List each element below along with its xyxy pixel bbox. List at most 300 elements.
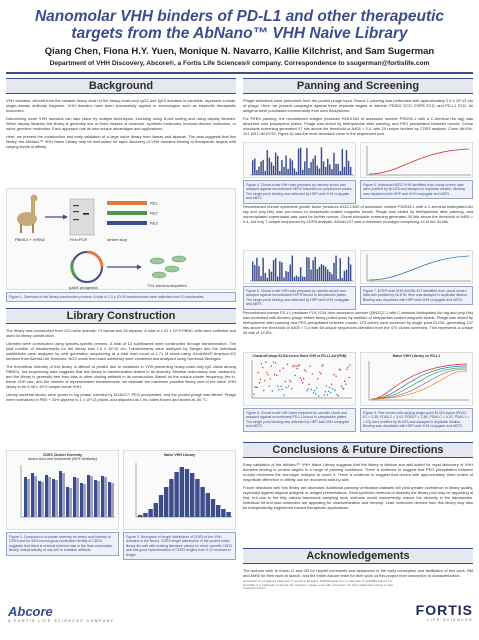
fig3-bar bbox=[195, 479, 199, 517]
fig3-bar bbox=[148, 509, 152, 517]
libcon-para-4: Library bacterial stocks were grown to log phase, infected by M13KO7, PEG precipitated, and the pooled phage was titered. Phage were normalized in PBS + 20% glycerol to 1 x 10^13 pfu/mL and aliquoted as 1 mL tubes frozen and stored at -80 °C. bbox=[6, 392, 236, 402]
screen-bar bbox=[277, 277, 278, 281]
acknowledgements-section bbox=[243, 548, 473, 591]
libcon-para-3: The theoretical diversity of this library is difficult to predict due to variations in VHH-presenting heavy-chain-only IgG ratios among PBMCs, but sequencing data suggests that this library is transformation-limited in its diversity. Minimal redundancy was measured, and the library is generally free from bias or other cloning artifacts in its construction. Based on the unique cluster frequency, the in-frame VHH rate, and the number of representative transformants, we estimate the maximum possible library size of the naïve VHH library to be 6.48 x 10^9 unique clonal VHH. bbox=[6, 364, 236, 389]
screen-bar bbox=[329, 272, 330, 281]
header-divider bbox=[6, 72, 473, 74]
screen-bar bbox=[285, 271, 286, 281]
fig3-bar bbox=[190, 473, 194, 517]
screen-bar bbox=[319, 267, 320, 281]
screen-bar bbox=[304, 277, 305, 281]
fig8-point bbox=[345, 383, 346, 384]
fig8-point bbox=[267, 374, 268, 375]
fig2-bar bbox=[94, 480, 97, 517]
fig8-point bbox=[258, 372, 259, 373]
fig8-title: Clonal-off-shape ELISA screen Naive VHH vs PD-L1-Avi (PDM) bbox=[252, 354, 347, 358]
fig8-point bbox=[276, 375, 277, 376]
fig2-bar bbox=[69, 488, 72, 517]
fig8-point bbox=[309, 365, 310, 366]
figure-7-egfr-dilution bbox=[360, 250, 473, 284]
library-construction-section bbox=[6, 308, 236, 402]
fig8-point bbox=[253, 394, 254, 395]
fig8-point bbox=[301, 379, 302, 380]
figure-7-caption: Figure 7. EGFR lead VHH AbVSb-107 identified from clonal screen data was purified by Ni-NTA, then was assayed in duplicate dilution. Binding was visualized with HRP-anti-VHH conjugate and ABTS. bbox=[360, 286, 473, 305]
background-para-2: Discovering novel VHH domains can take place by multiple techniques, including using B-cell sorting and using display libraries. When display libraries, the library is generally one of three classes of molecule: synthetic molecules, immune-derived molecules, or naïve germline molecules. Each approach has its own unique advantages and applications. bbox=[6, 116, 236, 131]
figure-4-her2-screen bbox=[243, 142, 356, 178]
fig2-bar bbox=[80, 483, 83, 517]
screen-bar bbox=[348, 257, 349, 281]
fig3-bar bbox=[216, 505, 220, 517]
fig8-point bbox=[293, 365, 294, 366]
fig2-bar bbox=[52, 479, 55, 517]
fig8-point bbox=[297, 368, 298, 369]
screen-bar bbox=[310, 270, 311, 281]
fig3-bar bbox=[154, 503, 158, 517]
fig2-bar bbox=[90, 476, 93, 517]
fig8-point bbox=[271, 366, 272, 367]
screen-bar bbox=[262, 160, 263, 175]
fig8-point bbox=[322, 364, 323, 365]
fig8-point bbox=[312, 373, 313, 374]
fig8-point bbox=[335, 376, 336, 377]
screen-bar bbox=[290, 158, 291, 175]
screen-bar bbox=[335, 164, 336, 175]
screen-bar bbox=[317, 166, 318, 175]
acknowledgements-para: The authors wish to thank JJ and DB for helpful comments and assistance in the early conception and facilitation of this work, BM and AMW for their work at launch, and the entire Abcore team for their work on this project from conception to characterization. bbox=[243, 568, 473, 578]
fig2-bar bbox=[41, 482, 44, 517]
fig8-point bbox=[265, 361, 266, 362]
screen-bar bbox=[346, 150, 347, 175]
fig3-bar bbox=[200, 487, 204, 517]
screen-bar bbox=[308, 168, 309, 175]
fig3-bar bbox=[143, 513, 147, 517]
fig8-point bbox=[344, 381, 345, 382]
fig1-label-re2: RE2 bbox=[150, 210, 158, 216]
figure-5-her2-dilution bbox=[360, 142, 473, 178]
abcore-logo bbox=[8, 604, 128, 623]
library-construction-diagram bbox=[7, 189, 237, 291]
fig8-point bbox=[279, 370, 280, 371]
fig8-point bbox=[285, 381, 286, 382]
fig3-bar bbox=[226, 512, 230, 517]
fig8-point bbox=[294, 375, 295, 376]
fig8-point bbox=[327, 394, 328, 395]
screen-bar bbox=[340, 171, 341, 175]
fig2-bar bbox=[34, 476, 37, 517]
fig8-point bbox=[262, 367, 263, 368]
screen-bar bbox=[331, 169, 332, 175]
fig8-point bbox=[328, 391, 329, 392]
conclusions-para-1: Early validation of the AbNano™ VHH Naive Library suggests that the library is diverse and well-suited for rapid discovery of VHH domains binding to protein targets in a range of panning conditions. There is evidence to suggest that PEG precipitation between rounds minimizes the clonotype collapse at round 3. There is evidence to suggest that clones with approximately three orders of magnitude difference in affinity can be recovered side-by-side. bbox=[243, 462, 473, 482]
screen-bar bbox=[333, 263, 334, 281]
fig8-point bbox=[332, 388, 333, 389]
fig8-point bbox=[302, 382, 303, 383]
background-para-1: VHH domains, derived from the variable heavy chain of the heavy-chain-only IgG2 and IgG3 domains in camelids, represent a small, single-domain antibody fragment. VHH domains have been successfully applied to technologies such as bispecific therapeutic molecules. bbox=[6, 98, 236, 113]
screen-bar bbox=[296, 276, 297, 281]
libcon-para-1: The library was constructed from 123 naïve animals: 73 llamas and 26 alpacas. A total of 1.31 x 10^9 PBMC cells were collected and used for library construction. bbox=[6, 328, 236, 338]
fig8-point bbox=[307, 388, 308, 389]
background-para-3: Here, we present the construction and early validation of a large naïve library from llamas and alpacas. The data suggests that this library, the AbNano™ VHH Naive Library may be well-suited for rapid discovery of VHH domains binding to therapeutic targets with varying levels of affinity. bbox=[6, 134, 236, 149]
fig8-point bbox=[315, 393, 316, 394]
fig8-point bbox=[275, 362, 276, 363]
fig8-point bbox=[340, 369, 341, 370]
fig2-title: CDR3 Cluster Diversity bbox=[42, 453, 83, 457]
screen-bar bbox=[287, 169, 288, 175]
fig2-bar bbox=[59, 471, 62, 517]
screen-bar bbox=[321, 147, 322, 175]
screen-bar bbox=[333, 153, 334, 175]
fig6-screen-plot bbox=[244, 251, 357, 285]
fig8-point bbox=[291, 388, 292, 389]
fig3-bar bbox=[185, 469, 189, 517]
fig9-curve bbox=[371, 370, 467, 399]
figure-8-pdl1-screen bbox=[243, 352, 356, 406]
fig8-point bbox=[334, 390, 335, 391]
fig8-point bbox=[347, 366, 348, 367]
screen-bar bbox=[306, 257, 307, 281]
screen-bar bbox=[331, 274, 332, 281]
screen-bar bbox=[265, 273, 266, 281]
screen-bar bbox=[317, 269, 318, 281]
figure-1-caption: Figure 1. Overview of the library construction process. A total of 1.0 x 10^10 transformants were collected from 13 sublibraries. bbox=[6, 292, 236, 302]
figure-6-caption: Figure 6. Clonal crude VHH was prepared by osmotic shock and assayed against recombinant EGFR bound to streptavidin plates. The single-point binding was detected by HRP-anti-VHH conjugate and ABTS. bbox=[243, 286, 356, 310]
screen-bar bbox=[269, 269, 270, 281]
fig8-point bbox=[273, 361, 274, 362]
fig8-point bbox=[257, 387, 258, 388]
screen-bar bbox=[283, 278, 284, 281]
screen-bar bbox=[275, 258, 276, 281]
fig1-label-amber: amber stop bbox=[107, 237, 128, 242]
fig8-point bbox=[314, 390, 315, 391]
fig2-bar bbox=[111, 483, 114, 517]
screen-bar bbox=[267, 278, 268, 281]
fig7-curve-plot bbox=[361, 251, 474, 285]
fortis-logo bbox=[395, 602, 473, 622]
abcore-logo-text: Abcore bbox=[8, 604, 53, 619]
fig9-curve bbox=[371, 368, 467, 399]
fig8-point bbox=[261, 363, 262, 364]
title-line-1: Nanomolar VHH binders of PD-L1 and other therapeutic bbox=[34, 8, 445, 25]
conclusions-section bbox=[243, 442, 473, 510]
screen-bar bbox=[254, 265, 255, 281]
screen-bar bbox=[300, 267, 301, 281]
fig8-point bbox=[306, 390, 307, 391]
fig2-bar bbox=[55, 480, 58, 517]
fig8-point bbox=[263, 390, 264, 391]
fig8-point bbox=[270, 378, 271, 379]
screen-bar bbox=[252, 261, 253, 281]
screen-bar bbox=[287, 272, 288, 281]
section-title-panning: Panning and Screening bbox=[243, 78, 473, 94]
screen-bar bbox=[350, 264, 351, 281]
fig8-point bbox=[316, 387, 317, 388]
fig8-point bbox=[333, 374, 334, 375]
fig8-screen-plot bbox=[244, 358, 357, 402]
screen-bar bbox=[325, 267, 326, 281]
screen-bar bbox=[271, 272, 272, 281]
section-title-background: Background bbox=[6, 78, 236, 94]
figure-2-caption: Figure 2. Comparison of cluster diversity for amino acid identity of CDR3 and for 95% homologous nucleotide identity of CDR3 suggests that there is minimal inherent bias in the final constructed library, independently of any cell or mutation artifacts. bbox=[6, 532, 119, 556]
screen-bar bbox=[346, 270, 347, 281]
section-title-conclusions: Conclusions & Future Directions bbox=[243, 442, 473, 458]
restriction-fragments bbox=[107, 201, 159, 226]
fig8-point bbox=[325, 391, 326, 392]
fig8-point bbox=[324, 394, 325, 395]
affiliation: Department of VHH Discovery, Abcore®, a Fortis Life Sciences® company. Correspondence to ssugerman@fortislife.com bbox=[49, 60, 430, 67]
abcore-logo-subtext: A FORTIS LIFE SCIENCES COMPANY bbox=[8, 619, 115, 623]
figure-9-caption: Figure 9. Five clones with varying single-point ELISA signal (PD40-E1 = 2.38, PD60-2 = 3.43, PD83-F = 2.56, PD90-C = 0.42, PD40-1 = 1.23) were purified by Ni-NTA and assayed in duplicate dilution. Binding was visualized with HRP-anti-VHH conjugate and ABTS. bbox=[360, 408, 473, 432]
screen-bar bbox=[271, 162, 272, 175]
screen-bar bbox=[306, 148, 307, 175]
fig8-point bbox=[305, 371, 306, 372]
screen-bar bbox=[258, 167, 259, 175]
screen-bar bbox=[283, 167, 284, 175]
screen-bar bbox=[290, 264, 291, 281]
fig8-point bbox=[264, 380, 265, 381]
fig3-bar bbox=[180, 467, 184, 517]
fig8-point bbox=[292, 366, 293, 367]
screen-bar bbox=[281, 160, 282, 175]
screen-bar bbox=[335, 256, 336, 281]
llama-icon bbox=[17, 195, 38, 234]
screen-bar bbox=[265, 171, 266, 175]
screen-bar bbox=[285, 156, 286, 175]
fig2-bar bbox=[38, 481, 41, 517]
fig3-bar bbox=[211, 499, 215, 517]
panning-section bbox=[243, 78, 473, 136]
screen-bar bbox=[252, 160, 253, 175]
fig8-point bbox=[338, 395, 339, 396]
screen-bar bbox=[294, 277, 295, 281]
fig9-curve-plot bbox=[361, 358, 474, 404]
screen-bar bbox=[310, 162, 311, 175]
fig2-bar bbox=[48, 477, 51, 517]
screen-bar bbox=[327, 269, 328, 281]
screen-bar bbox=[319, 169, 320, 175]
fig4-screen-plot bbox=[244, 143, 357, 179]
fig2-bar bbox=[62, 473, 65, 517]
fig2-bar bbox=[76, 478, 79, 517]
fig8-point bbox=[268, 385, 269, 386]
fig8-point bbox=[341, 385, 342, 386]
screen-bar bbox=[342, 149, 343, 175]
figure-4-caption: Figure 4. Clonal crude VHH was prepared by osmotic shock and assayed against recombinant HER2 adsorbed on polystyrene plates. The single-point binding was detected by HRP-anti-VHH conjugate and ABTS. bbox=[243, 180, 356, 204]
fig3-bar bbox=[164, 487, 168, 517]
screen-bar bbox=[302, 170, 303, 175]
conclusions-para-2: Future directions with this library are abundant. Additional panning verification datasets will yield greater confidence in library quality, especially against atypical antigens or antigen presentations. Semi-synthetic methods to diversify the library pool may be appealing at first, but due to the fully natural framework sampling such methods would inadvertently reduce the diversity in the frameworks. Individual hit and lead molecules are appealing for characterization and develop. Lead molecules derived from this library may also be independently engineered toward therapeutic applications. bbox=[243, 485, 473, 510]
figure-1-diagram bbox=[6, 188, 236, 290]
screen-bar bbox=[325, 167, 326, 175]
screen-bar bbox=[304, 161, 305, 175]
fig8-point bbox=[272, 390, 273, 391]
fig1-label-phagemid: pAbX phagemid bbox=[69, 285, 98, 290]
fig8-point bbox=[280, 386, 281, 387]
fig8-point bbox=[346, 369, 347, 370]
screen-bar bbox=[254, 158, 255, 175]
screen-bar bbox=[294, 168, 295, 175]
fig2-bar bbox=[31, 473, 34, 517]
fig8-point bbox=[300, 377, 301, 378]
fig9-curve bbox=[371, 366, 467, 399]
bacteria-icon bbox=[150, 256, 186, 278]
fig8-point bbox=[288, 385, 289, 386]
fig8-point bbox=[266, 372, 267, 373]
figure-5-caption: Figure 5. Individual HER2 VHH identified from clonal screen data were purified by Ni-NTA and assayed in duplicate dilution. Binding was visualized with HRP-anti-VHH conjugate and ABTS. bbox=[360, 180, 473, 199]
fig8-point bbox=[330, 392, 331, 393]
screen-bar bbox=[337, 164, 338, 175]
fig8-point bbox=[286, 387, 287, 388]
screen-bar bbox=[315, 257, 316, 281]
title-line-2: targets from the AbNano™ VHH Naive Library bbox=[71, 25, 408, 42]
screen-bar bbox=[300, 148, 301, 175]
screen-bar bbox=[327, 159, 328, 175]
fortis-logo-text: FORTIS bbox=[415, 602, 473, 618]
screen-bar bbox=[267, 150, 268, 175]
fig3-bar bbox=[159, 495, 163, 517]
fig8-point bbox=[287, 364, 288, 365]
fig2-bar bbox=[83, 484, 86, 517]
fig3-histogram bbox=[124, 457, 237, 525]
fig8-point bbox=[295, 366, 296, 367]
fig8-point bbox=[326, 385, 327, 386]
screen-bar bbox=[273, 260, 274, 281]
fig8-point bbox=[308, 384, 309, 385]
fig1-label-pcr: First PCR bbox=[70, 237, 88, 242]
screen-bar bbox=[308, 258, 309, 281]
screen-bar bbox=[312, 260, 313, 281]
figure-9-pdl1-dilution bbox=[360, 352, 473, 406]
screen-bar bbox=[312, 159, 313, 175]
screen-bar bbox=[323, 265, 324, 281]
screen-bar bbox=[350, 167, 351, 175]
fig8-point bbox=[304, 369, 305, 370]
screen-bar bbox=[260, 276, 261, 281]
screen-bar bbox=[344, 167, 345, 175]
screen-bar bbox=[275, 153, 276, 175]
fortis-logo-subtext: LIFE SCIENCES bbox=[427, 618, 473, 622]
fig9-curve bbox=[371, 371, 467, 399]
fig2-subtitle: Amino Acid and Nucleotide (95% Similarity) bbox=[27, 457, 98, 461]
panning-para-4: Recombinant human PD-L1 (residues F19-Y134 from accession number Q9NZQ7-1 with C-terminal biotinylated Avi tag and poly-His) was incubated with blocked phage before being pulled down by addition of streptavidin-coated magnetic beads. Phage was eluted by triethylamine after panning and PEG-precipitated between rounds. 470 clones were screened by single point ELISA, generating 147 hits above the threshold of A405 > 0.4 with 68 unique sequences identified from the 470 clones screened. This represents a unique hit rate of 14.5%. bbox=[243, 310, 473, 335]
screen-bar bbox=[292, 256, 293, 281]
figure-3-cdr3-length bbox=[123, 450, 236, 530]
fig8-point bbox=[320, 373, 321, 374]
fig8-point bbox=[321, 365, 322, 366]
screen-bar bbox=[277, 156, 278, 175]
figure-8-caption: Figure 8. Clonal crude VHH were prepared by osmotic shock and assayed against recombinant PD-L1 bound to streptavidin plates. The single point binding was detected by HRP-anti-VHH conjugate and ABTS. bbox=[243, 408, 356, 432]
fig1-label-tg1: TG1 electrocompetent bbox=[147, 283, 187, 288]
author-list: Qiang Chen, Fiona H.Y. Yuen, Monique N. Navarro, Kallie Kilchrist, and Sam Sugerman bbox=[44, 46, 435, 57]
screen-bar bbox=[323, 161, 324, 175]
screen-bar bbox=[281, 262, 282, 281]
figure-6-egfr-screen bbox=[243, 250, 356, 284]
fig2-bar bbox=[101, 476, 104, 517]
figure-2-cluster-diversity bbox=[6, 450, 119, 530]
screen-bar bbox=[258, 266, 259, 281]
fig8-point bbox=[319, 371, 320, 372]
screen-bar bbox=[296, 172, 297, 175]
fig8-point bbox=[311, 389, 312, 390]
screen-bar bbox=[298, 149, 299, 175]
screen-bar bbox=[348, 161, 349, 175]
fig8-point bbox=[282, 368, 283, 369]
fig8-point bbox=[331, 383, 332, 384]
fig2-bar bbox=[87, 475, 90, 517]
fig8-point bbox=[277, 385, 278, 386]
fig8-point bbox=[298, 365, 299, 366]
screen-bar bbox=[256, 258, 257, 281]
section-title-library-construction: Library Construction bbox=[6, 308, 236, 324]
fig8-point bbox=[281, 389, 282, 390]
fig2-bar bbox=[66, 487, 69, 517]
fig1-label-pbmc: PBMCs + mRNA bbox=[15, 237, 45, 242]
screen-bar bbox=[321, 264, 322, 281]
fig3-bar bbox=[138, 515, 142, 517]
fig3-title: Naïve VHH Library bbox=[163, 453, 196, 457]
screen-bar bbox=[344, 271, 345, 281]
fig2-bar bbox=[108, 482, 111, 517]
poster-title bbox=[10, 8, 469, 42]
fig8-point bbox=[342, 387, 343, 388]
fig1-label-re1: RE1 bbox=[150, 200, 158, 206]
fig2-bar bbox=[104, 477, 107, 517]
fig8-point bbox=[259, 382, 260, 383]
screen-bar bbox=[337, 279, 338, 281]
fig8-point bbox=[343, 388, 344, 389]
screen-bar bbox=[279, 171, 280, 175]
fig9-title: Naïve VHH Library vs PD-L1 bbox=[392, 354, 441, 358]
screen-bar bbox=[302, 277, 303, 281]
fig8-point bbox=[318, 395, 319, 396]
panning-para-2: For PEBS panning, the recombinant antigen (residues H28-K344 of accession number P05202-2 with a C-terminal His tag) was absorbed onto polystyrene plates. Phage was eluted by triethylamine after panning, and PEG precipitated between rounds. Clonal shockade screening generated 47 hits above the threshold of A405 > 0.4, with 29 unique binders by CDR3 analysis. Clone AbVSb-101 (531 nM EC50, Figure 5) was the most abundant clone in the sequenced pool. bbox=[243, 116, 473, 136]
fig3-bar bbox=[206, 493, 210, 517]
screen-bar bbox=[329, 164, 330, 175]
fig3-bar bbox=[221, 509, 225, 517]
fig8-point bbox=[329, 387, 330, 388]
screen-bar bbox=[292, 160, 293, 175]
fig8-point bbox=[284, 394, 285, 395]
screen-bar bbox=[273, 166, 274, 175]
screen-bar bbox=[342, 278, 343, 281]
fig8-point bbox=[299, 364, 300, 365]
fig2-bar bbox=[97, 481, 100, 517]
trademark-fine-print: Geneious® is a registered trademark of Geneious Biologics. ACRObiosystems is a trademark of ACROBiosystems Inc. GenieWiz is a trademark of Azenta Life Sciences. Images used with permission. All other trademarks belong to their respective owners. bbox=[243, 579, 393, 591]
fig3-bar bbox=[174, 472, 178, 517]
fig2-bar bbox=[24, 477, 27, 517]
fig8-point bbox=[313, 392, 314, 393]
section-title-acknowledgements: Acknowledgements bbox=[243, 548, 473, 564]
fig8-point bbox=[348, 377, 349, 378]
fig8-point bbox=[289, 380, 290, 381]
fig8-point bbox=[260, 379, 261, 380]
gel-image bbox=[70, 199, 94, 235]
phagemid-plasmid bbox=[72, 252, 102, 282]
fig1-label-re3: RE3 bbox=[150, 220, 158, 226]
fig2-bar bbox=[73, 477, 76, 517]
fig8-point bbox=[336, 394, 337, 395]
fig8-point bbox=[274, 374, 275, 375]
fig2-bar bbox=[27, 479, 30, 517]
screen-bar bbox=[256, 170, 257, 175]
panning-para-1: Phage selections were performed from the pooled phage input. Round 1 panning was performed with approximately 2.5 x 10^13 pfu of phage. Here, we present campaigns against three separate targets of interest: PEBS2 ECD, ESPB ECD, and PD-L1 ECD. All antigens were purchased commercially from Acro Biosystems. bbox=[243, 98, 473, 113]
screen-bar bbox=[260, 161, 261, 175]
figure-3-caption: Figure 3. Histogram of length distribution of CDR3 of the VHH domains in the library. CDR3 length distribution of the pooled naïve library fits well with existing literature values for naïve camelid CDR3 and has good representation of CDR3 lengths from 5-22 residues in length. bbox=[123, 532, 236, 560]
libcon-para-2: Libraries were constructed using species-specific primers. A total of 13 sublibraries were constructed through transformation. The total number of transformants for the library was 1.0 x 10^10 cfu. Transformants were analyzed by Sanger and the individual sublibraries were analyzed by next generation sequencing at a total read count of 1.71 M reads using GenieWiz® Amplicon-EZ services from Azenta Life Sciences. NGS reads from each sublibrary were combined and analyzed using Geneious Biologics. bbox=[6, 341, 236, 361]
fig8-point bbox=[317, 378, 318, 379]
fig2-bar bbox=[45, 475, 48, 517]
fig8-point bbox=[278, 389, 279, 390]
fig8-point bbox=[303, 378, 304, 379]
